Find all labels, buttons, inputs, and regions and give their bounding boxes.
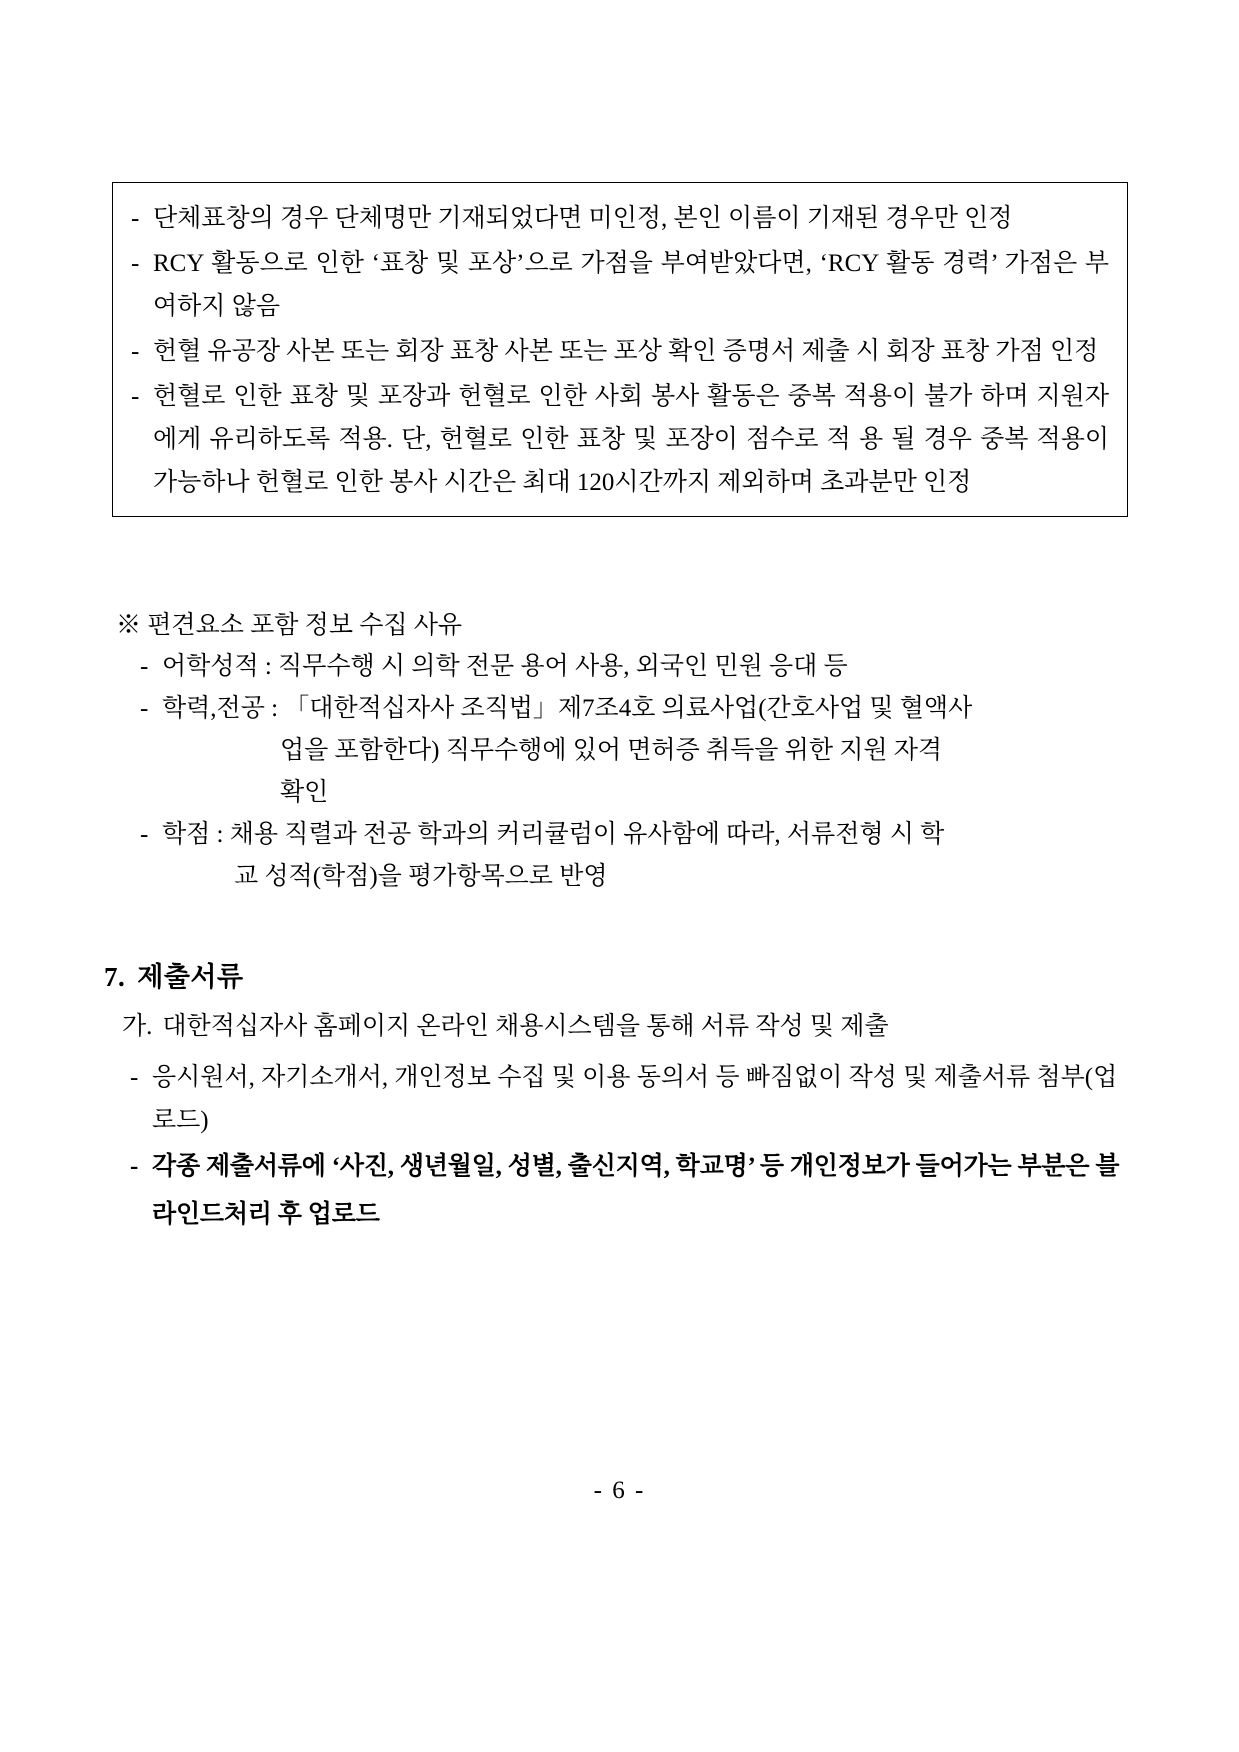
section-title: 제출서류: [137, 962, 244, 992]
continuation-line: 확인: [280, 779, 329, 806]
boxed-notes: [112, 182, 1128, 517]
bullet-dash: -: [140, 695, 149, 722]
list-item: [131, 242, 1109, 328]
list-item-text: [153, 375, 1109, 504]
list-item-text: [153, 242, 1109, 328]
line: 학점 : 채용 직렬과 전공 학과의 커리큘럼이 유사함에 따라, 서류전형 시 학: [162, 821, 945, 848]
line: 표창 가점 인정: [940, 338, 1099, 365]
list-item: [112, 688, 1128, 814]
subsection-label: 가.: [122, 1013, 153, 1040]
submission-list-bold: [130, 1143, 1126, 1238]
bullet-dash: -: [140, 653, 149, 680]
list-item-text: [152, 1056, 1126, 1142]
list-item-text: [162, 688, 1128, 814]
bullet-dash: -: [130, 1153, 139, 1180]
line: 제외하며 초과분만 인정: [717, 469, 972, 496]
list-item: [130, 1056, 1126, 1142]
note-heading: [112, 606, 1128, 646]
list-item: [130, 1143, 1126, 1238]
line: 헌혈로 인한 표창 및 포장과 헌혈로 인한 사회 봉사 활동은 중복 적용이 불가: [153, 383, 973, 410]
list-item: [131, 375, 1109, 504]
line: 응시원서, 자기소개서, 개인정보 수집 및 이용 동의서 등 빠짐없이 작성: [152, 1064, 897, 1091]
line: 단체표창의 경우 단체명만 기재되었다면 미인정, 본인 이름이 기재된 경우만: [153, 205, 958, 232]
list-item-text: [152, 1143, 1126, 1238]
list-item-text: [162, 646, 1128, 688]
line: 헌혈 유공장 사본 또는 회장 표창 사본 또는 포상 확인 증명서 제출 시 회장: [153, 338, 935, 365]
continuation-line: 업을 포함한다) 직무수행에 있어 면허증 취득을 위한 지원 자격: [280, 737, 943, 764]
bullet-dash: -: [131, 383, 140, 410]
line: 어학성적 : 직무수행 시 의학 전문 용어 사용, 외국인 민원 응대 등: [162, 653, 848, 680]
note-title: 편견요소 포함 정보 수집 사유: [147, 612, 463, 639]
continuation-line: 교 성적(학점)을 평가항목으로 반영: [234, 863, 608, 890]
line: 하며 지원자에게 유리하도록 적용. 단, 헌혈로 인한 표창 및 포장이 점수로 적: [153, 383, 1109, 453]
list-item: [131, 330, 1109, 373]
list-item: [131, 197, 1109, 240]
bullet-dash: -: [131, 338, 140, 365]
line: RCY 활동으로 인한 ‘표창 및 포상’으로 가점을 부여받았다면, ‘RCY 활동 경력’: [153, 250, 998, 277]
section-number: 7.: [104, 962, 126, 992]
submission-list-plain: [130, 1056, 1126, 1142]
note-marker: ※: [116, 612, 142, 639]
list-item: [112, 814, 1128, 898]
line: 및 제출서류 첨부(업로드): [152, 1064, 1118, 1134]
bullet-dash: -: [140, 821, 149, 848]
list-item-text: [153, 197, 1109, 240]
subsection-a: [122, 1006, 1132, 1049]
subsection-text: 대한적십자사 홈페이지 온라인 채용시스템을 통해 서류 작성 및 제출: [162, 1013, 889, 1040]
section-heading-7: [104, 955, 244, 994]
bullet-dash: -: [131, 205, 140, 232]
line: 가점은 부여하지 않음: [153, 250, 1109, 320]
page-number-footer: - 6 -: [593, 1477, 646, 1504]
bullet-dash: -: [131, 250, 140, 277]
list-item-text: [162, 814, 1128, 898]
list-item: [112, 646, 1128, 688]
line: 학력,전공 : 「대한적십자사 조직법」제7조4호 의료사업(간호사업 및 혈액사: [162, 695, 973, 722]
line: 각종 제출서류에 ‘사진, 생년월일, 성별, 출신지역, 학교명’ 등 개인정보가 들어가는: [152, 1153, 1012, 1180]
line: 용 될 경우 중복 적용이 가능하나 헌혈로 인한 봉사 시간은 최대 120시간까지: [153, 426, 1109, 496]
bullet-dash: -: [130, 1064, 139, 1091]
list-item-text: [153, 330, 1109, 373]
bias-info-note-section: [112, 606, 1128, 898]
line: 부분은 블라인드처리 후 업로드: [152, 1153, 1120, 1228]
line: 인정: [964, 205, 1013, 232]
